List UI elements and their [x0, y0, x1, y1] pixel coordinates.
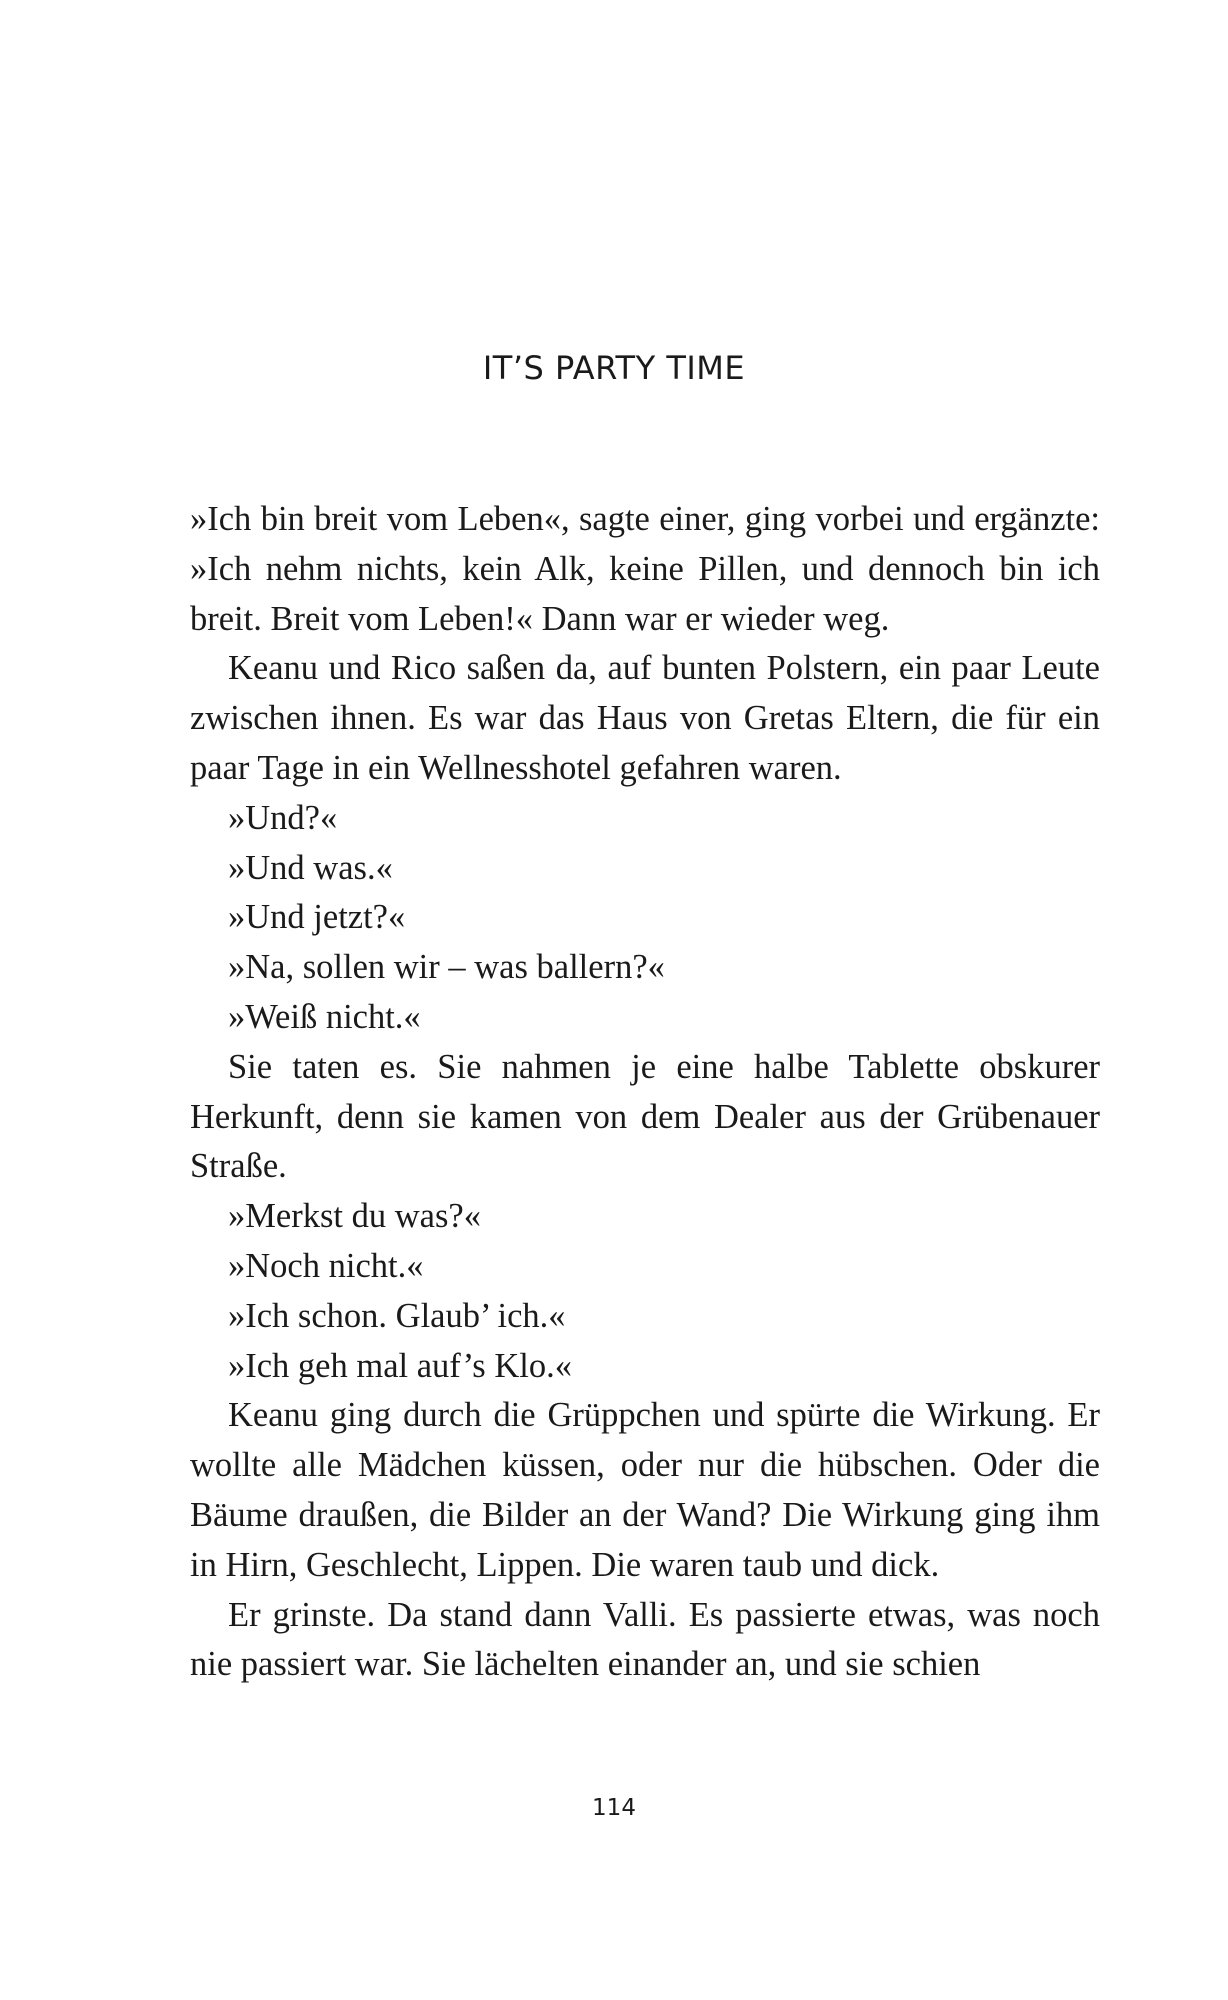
paragraph: Sie taten es. Sie nahmen je eine halbe Tablette obskurer Herkunft, denn sie kamen von dem Dealer aus der Grübenauer Straße.	[190, 1047, 1100, 1186]
chapter-title: IT’S PARTY TIME	[482, 349, 746, 387]
body-text	[190, 495, 1100, 1690]
dialogue-line: »Und?«	[228, 798, 338, 837]
dialogue-line: »Na, sollen wir – was ballern?«	[228, 948, 665, 987]
dialogue-line: »Noch nicht.«	[228, 1246, 424, 1285]
page-number: 114	[592, 1795, 636, 1821]
dialogue-line: »Ich geh mal auf’s Klo.«	[228, 1346, 572, 1385]
paragraph: Er grinste. Da stand dann Valli. Es passierte etwas, was noch nie passiert war. Sie lächelten einander an, und sie schien	[190, 1595, 1100, 1684]
dialogue-line: »Und was.«	[228, 848, 393, 887]
paragraph: Keanu und Rico saßen da, auf bunten Polstern, ein paar Leute zwischen ihnen. Es war das Haus von Gretas Eltern, die für ein paar Tage in ein Wellnesshotel gefahren waren.	[190, 649, 1100, 787]
dialogue-line: »Weiß nicht.«	[228, 997, 421, 1036]
paragraph: »Ich bin breit vom Leben«, sagte einer, ging vorbei und ergänzte: »Ich nehm nichts, kein Alk, keine Pillen, und dennoch bin ich breit. Breit vom Leben!« Dann war er wieder weg.	[190, 500, 1100, 638]
paragraph: Keanu ging durch die Grüppchen und spürte die Wirkung. Er wollte alle Mädchen küssen, oder nur die hübschen. Oder die Bäume draußen, die Bilder an der Wand? Die Wirkung ging ihm in Hirn, Geschlecht, Lippen. Die waren taub und dick.	[190, 1396, 1100, 1584]
dialogue-line: »Ich schon. Glaub’ ich.«	[228, 1296, 566, 1335]
dialogue-line: »Merkst du was?«	[228, 1197, 481, 1236]
dialogue-line: »Und jetzt?«	[228, 898, 406, 937]
